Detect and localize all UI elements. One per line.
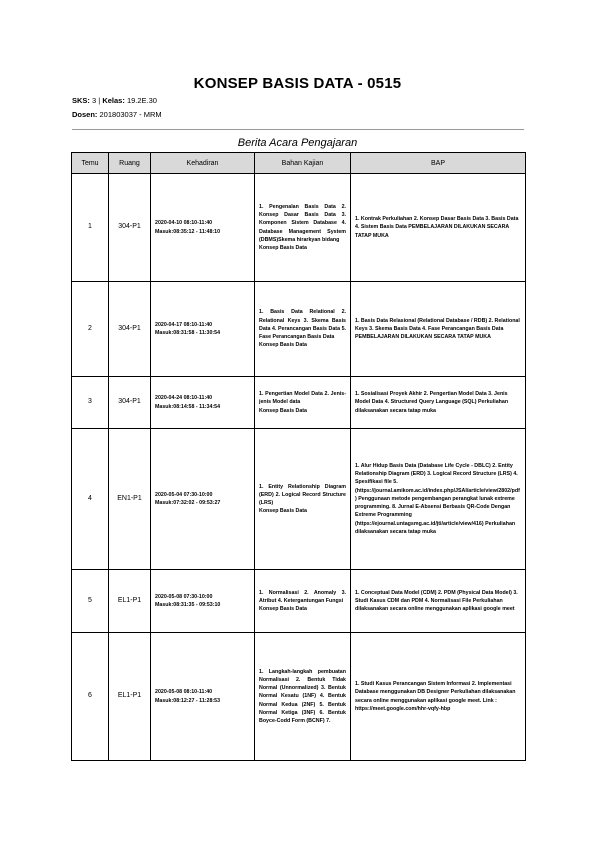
cell-kehadiran: 2020-04-17 08:10-11:40 Masuk:08:31:58 - 11:30:54 <box>151 282 255 377</box>
kelas-label: Kelas: <box>102 96 125 105</box>
sks-label: SKS: <box>72 96 90 105</box>
col-header-kehadiran: Kehadiran <box>151 153 255 174</box>
kelas-value: 19.2E.30 <box>126 96 157 105</box>
cell-bahan-kajian: 1. Pengertian Model Data 2. Jenis-jenis Model data Konsep Basis Data <box>255 377 351 429</box>
cell-temu: 2 <box>72 282 109 377</box>
cell-ruang: EN1-P1 <box>109 429 151 570</box>
table-row <box>72 570 526 633</box>
cell-ruang: 304-P1 <box>109 282 151 377</box>
dosen-label: Dosen: <box>72 110 98 119</box>
col-header-bap: BAP <box>351 153 526 174</box>
cell-ruang: 304-P1 <box>109 174 151 282</box>
bap-table <box>71 152 526 761</box>
cell-bahan-kajian: 1. Basis Data Relational 2. Relational Keys 3. Skema Basis Data 4. Perancangan Basis Data 5. Fase Perancangan Basis Data Konsep Basis Data <box>255 282 351 377</box>
table-header-row <box>72 153 526 174</box>
cell-bahan-kajian: 1. Normalisasi 2. Anomaly 3. Atribut 4. Ketergantungan Fungsi Konsep Basis Data <box>255 570 351 633</box>
meta-separator: | <box>98 96 101 105</box>
cell-temu: 1 <box>72 174 109 282</box>
cell-bap: 1. Kontrak Perkuliahan 2. Konsep Dasar Basis Data 3. Basis Data 4. Sistem Basis Data PEMBELAJARAN DILAKUKAN SECARA TATAP MUKA <box>351 174 526 282</box>
cell-kehadiran: 2020-04-24 08:10-11:40 Masuk:08:14:58 - 11:34:54 <box>151 377 255 429</box>
cell-bap: 1. Sosialisasi Proyek Akhir 2. Pengertian Model Data 3. Jenis Model Data 4. Structured Query Language (SQL) Perkuliahan dilaksanakan secara tatap muka <box>351 377 526 429</box>
cell-kehadiran: 2020-05-04 07:30-10:00 Masuk:07:32:02 - 09:53:27 <box>151 429 255 570</box>
cell-bahan-kajian: 1. Entity Relationship Diagram (ERD) 2. Logical Record Structure (LRS) Konsep Basis Data <box>255 429 351 570</box>
table-row <box>72 377 526 429</box>
table-row <box>72 174 526 282</box>
col-header-bahan-kajian: Bahan Kajian <box>255 153 351 174</box>
cell-bahan-kajian: 1. Pengenalan Basis Data 2. Konsep Dasar Basis Data 3. Komponen Sistem Database 4. Database Management System (DBMS)Skema hirarkyan bidang Konsep Basis Data <box>255 174 351 282</box>
dosen-value: 201803037 - MRM <box>99 110 162 119</box>
lecturer-meta <box>72 110 162 119</box>
cell-kehadiran: 2020-04-10 08:10-11:40 Masuk:08:35:12 - 11:48:10 <box>151 174 255 282</box>
table-row <box>72 429 526 570</box>
cell-bap: 1. Conceptual Data Model (CDM) 2. PDM (Physical Data Model) 3. Studi Kasus CDM dan PDM 4. Normalisasi File Perkuliahan dilaksanakan secara online menggunakan aplikasi google meet <box>351 570 526 633</box>
section-title: Berita Acara Pengajaran <box>237 137 358 149</box>
cell-temu: 4 <box>72 429 109 570</box>
cell-bap: 1. Alur Hidup Basis Data (Database Life Cycle - DBLC) 2. Entity Relationship Diagram (ERD) 3. Logical Record Structure (LRS) 4. Spesifikasi file 5. (https://journal.amikom.ac.id/index.php/JSAI/article/view/2802/pdf) Penggunaan metode pengembangan perangkat lunak extreme programming. 8. Jurnal E-Absensi Berbasis QR-Code Dengan Extreme Programming (https://ejournal.untagsmg.ac.id/jti/article/view/416) Perkuliahan dilaksanakan secara tatap muka <box>351 429 526 570</box>
course-meta <box>72 96 157 105</box>
col-header-temu: Temu <box>72 153 109 174</box>
divider <box>72 129 524 130</box>
col-header-ruang: Ruang <box>109 153 151 174</box>
cell-temu: 6 <box>72 633 109 761</box>
cell-bahan-kajian: 1. Langkah-langkah pembuatan Normalisasi 2. Bentuk Tidak Normal (Unnormalized) 3. Bentuk Normal Kesatu (1NF) 4. Bentuk Normal Kedua (2NF) 5. Bentuk Normal Ketiga (3NF) 6. Bentuk Boyce-Codd Form (BCNF) 7. <box>255 633 351 761</box>
cell-bap: 1. Basis Data Relasional (Relational Database / RDB) 2. Relational Keys 3. Skema Basis Data 4. Fase Perancangan Basis Data PEMBELAJARAN DILAKUKAN SECARA TATAP MUKA <box>351 282 526 377</box>
cell-bap: 1. Studi Kasus Perancangan Sistem Informasi 2. Implementasi Database menggunakan DB Designer Perkuliahan dilaksanakan secara online menggunakan aplikasi google meet. Link : https://meet.google.com/hhr-vqfy-hbp <box>351 633 526 761</box>
cell-ruang: EL1-P1 <box>109 633 151 761</box>
table-row <box>72 633 526 761</box>
cell-kehadiran: 2020-05-08 08:10-11:40 Masuk:08:12:27 - 11:28:53 <box>151 633 255 761</box>
cell-temu: 3 <box>72 377 109 429</box>
cell-ruang: 304-P1 <box>109 377 151 429</box>
cell-kehadiran: 2020-05-08 07:30-10:00 Masuk:08:31:35 - 09:53:10 <box>151 570 255 633</box>
table-row <box>72 282 526 377</box>
page-title: KONSEP BASIS DATA - 0515 <box>193 75 402 92</box>
cell-ruang: EL1-P1 <box>109 570 151 633</box>
cell-temu: 5 <box>72 570 109 633</box>
sks-value: 3 <box>92 96 97 105</box>
